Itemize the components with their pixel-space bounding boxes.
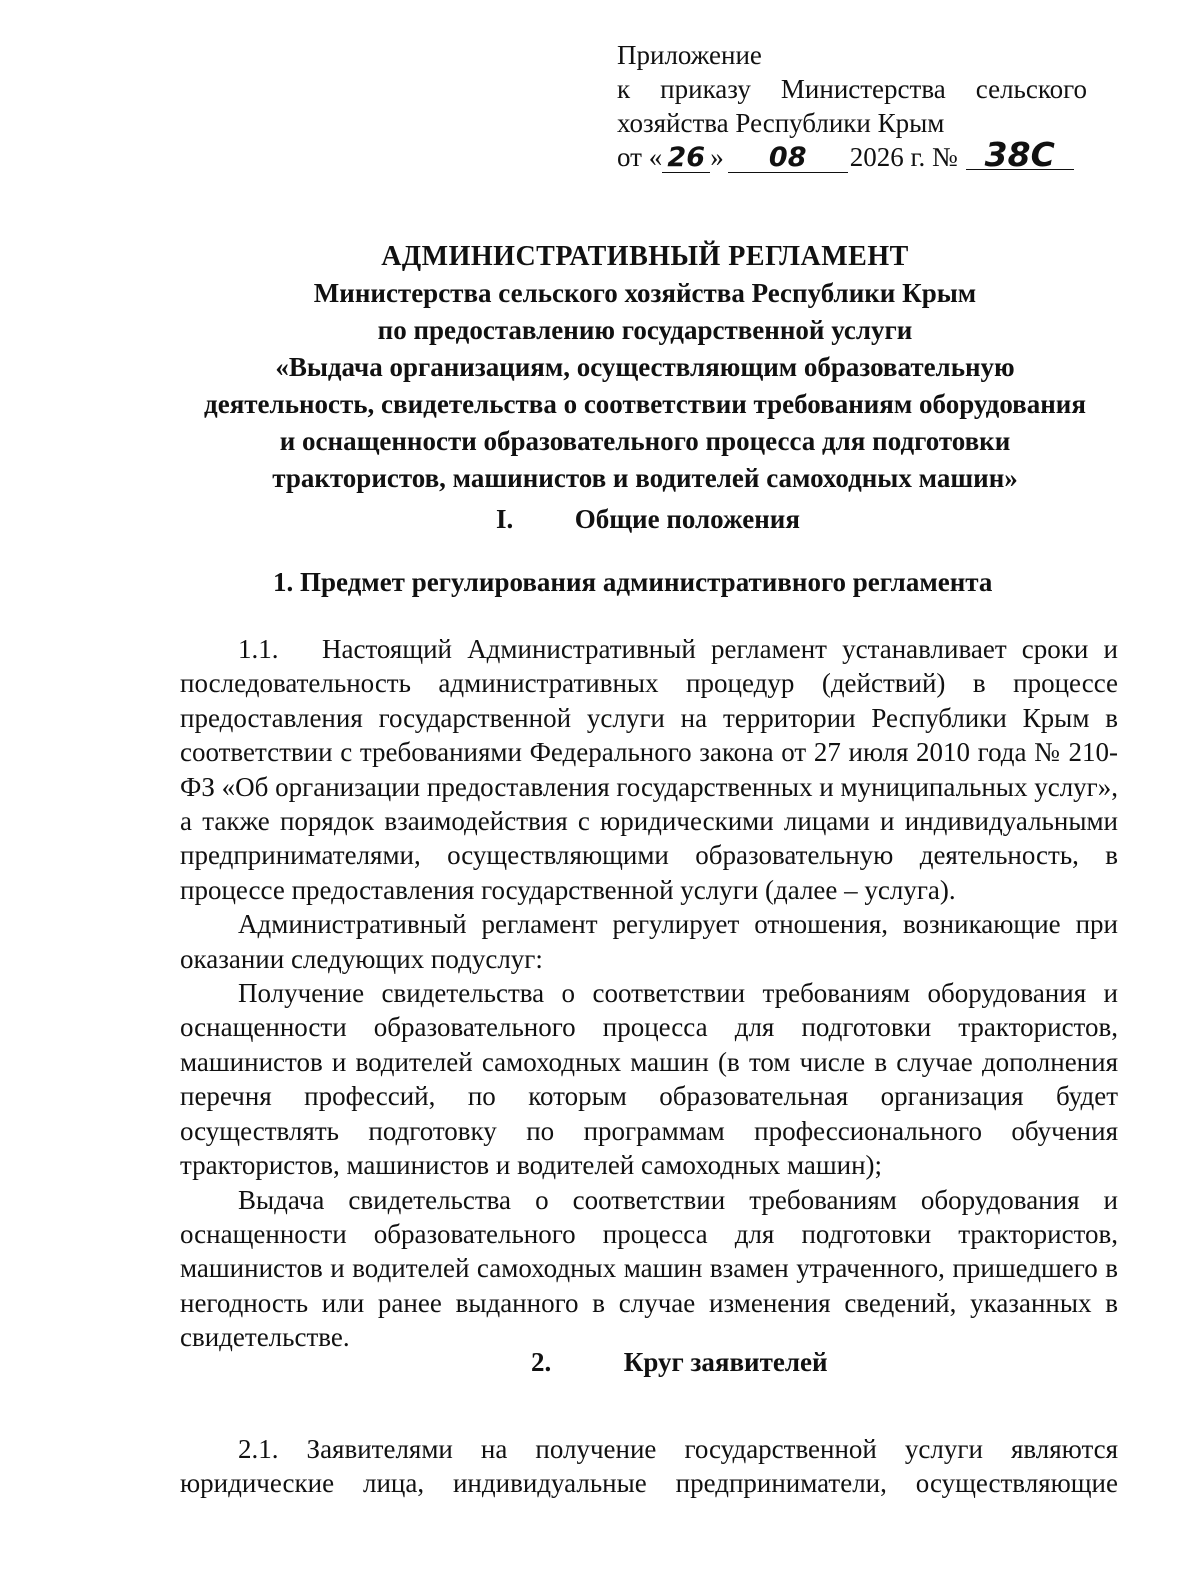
appendix-date-line: [617, 135, 1087, 174]
date-quote-close: »: [710, 142, 724, 172]
date-prefix: от «: [617, 142, 663, 172]
handwritten-order-number: 38С: [966, 141, 1074, 170]
appendix-order-line: [617, 72, 1087, 106]
appendix-ministry-line: хозяйства Республики Крым: [617, 108, 945, 138]
paragraph-text: Настоящий Административный регламент устанавливает сроки и последовательность административных процедур (действий) в процессе предоставления государственной услуги на территории Республики Крым в соответствии с требованиями Федерального закона от 27 июля 2010 года № 210-ФЗ «Об организации предоставления государственных и муниципальных услуг», а также порядок взаимодействия с юридическими лицами и индивидуальными предпринимателями, осуществляющими образовательную деятельность, в процессе предоставления государственной услуги (далее – услуга).: [180, 634, 1118, 905]
title-line: деятельность, свидетельства о соответствии требованиям оборудования: [204, 389, 1086, 419]
section-heading: [531, 1345, 828, 1379]
section-number: 2.: [531, 1347, 552, 1377]
handwritten-day: 26: [662, 144, 710, 173]
paragraph: [180, 1432, 1118, 1501]
section2-body: [180, 1432, 1118, 1501]
title-line: и оснащенности образовательного процесса для подготовки: [279, 426, 1011, 456]
title-line: Министерства сельского хозяйства Республики Крым: [313, 278, 977, 308]
appendix-word: сельского: [975, 74, 1087, 104]
appendix-block: [617, 38, 1087, 174]
appendix-label: Приложение: [617, 40, 762, 70]
paragraph: Административный регламент регулирует отношения, возникающие при оказании следующих подуслуг:: [180, 909, 1118, 974]
appendix-word: Министерства: [780, 74, 946, 104]
section1-body: [180, 632, 1118, 1355]
handwritten-month: 08: [728, 144, 848, 173]
paragraph-text: Заявителями на получение государственной услуги являются юридические лица, индивидуальные предприниматели, осуществляющие: [180, 1434, 1118, 1499]
paragraph-number: 1.1.: [238, 634, 279, 664]
subsection-heading: 1. Предмет регулирования административного регламента: [273, 567, 993, 597]
title-line: трактористов, машинистов и водителей самоходных машин»: [272, 463, 1018, 493]
title-line: «Выдача организациям, осуществляющим образовательную: [275, 352, 1015, 382]
paragraph: [180, 632, 1118, 907]
section-title: Круг заявителей: [623, 1347, 828, 1377]
section-heading: [496, 502, 800, 536]
appendix-word: к: [617, 74, 631, 104]
title-line: АДМИНИСТРАТИВНЫЙ РЕГЛАМЕНТ: [381, 241, 909, 272]
date-year: 2026 г. №: [849, 142, 958, 172]
section-number: I.: [496, 504, 514, 534]
paragraph: Выдача свидетельства о соответствии требованиям оборудования и оснащенности образовательного процесса для подготовки трактористов, машинистов и водителей самоходных машин взамен утраченного, пришедшего в негодность или ранее выданного в случае изменения сведений, указанных в свидетельстве.: [180, 1184, 1118, 1353]
appendix-word: приказу: [660, 74, 751, 104]
paragraph-number: 2.1.: [238, 1434, 279, 1464]
title-line: по предоставлению государственной услуги: [377, 315, 913, 345]
paragraph: Получение свидетельства о соответствии требованиям оборудования и оснащенности образовательного процесса для подготовки трактористов, машинистов и водителей самоходных машин (в том числе в случае дополнения перечня профессий, по которым образовательная организация будет осуществлять подготовку по программам профессионального обучения трактористов, машинистов и водителей самоходных машин);: [180, 978, 1118, 1181]
section-title: Общие положения: [574, 504, 800, 534]
document-title: [150, 238, 1140, 497]
